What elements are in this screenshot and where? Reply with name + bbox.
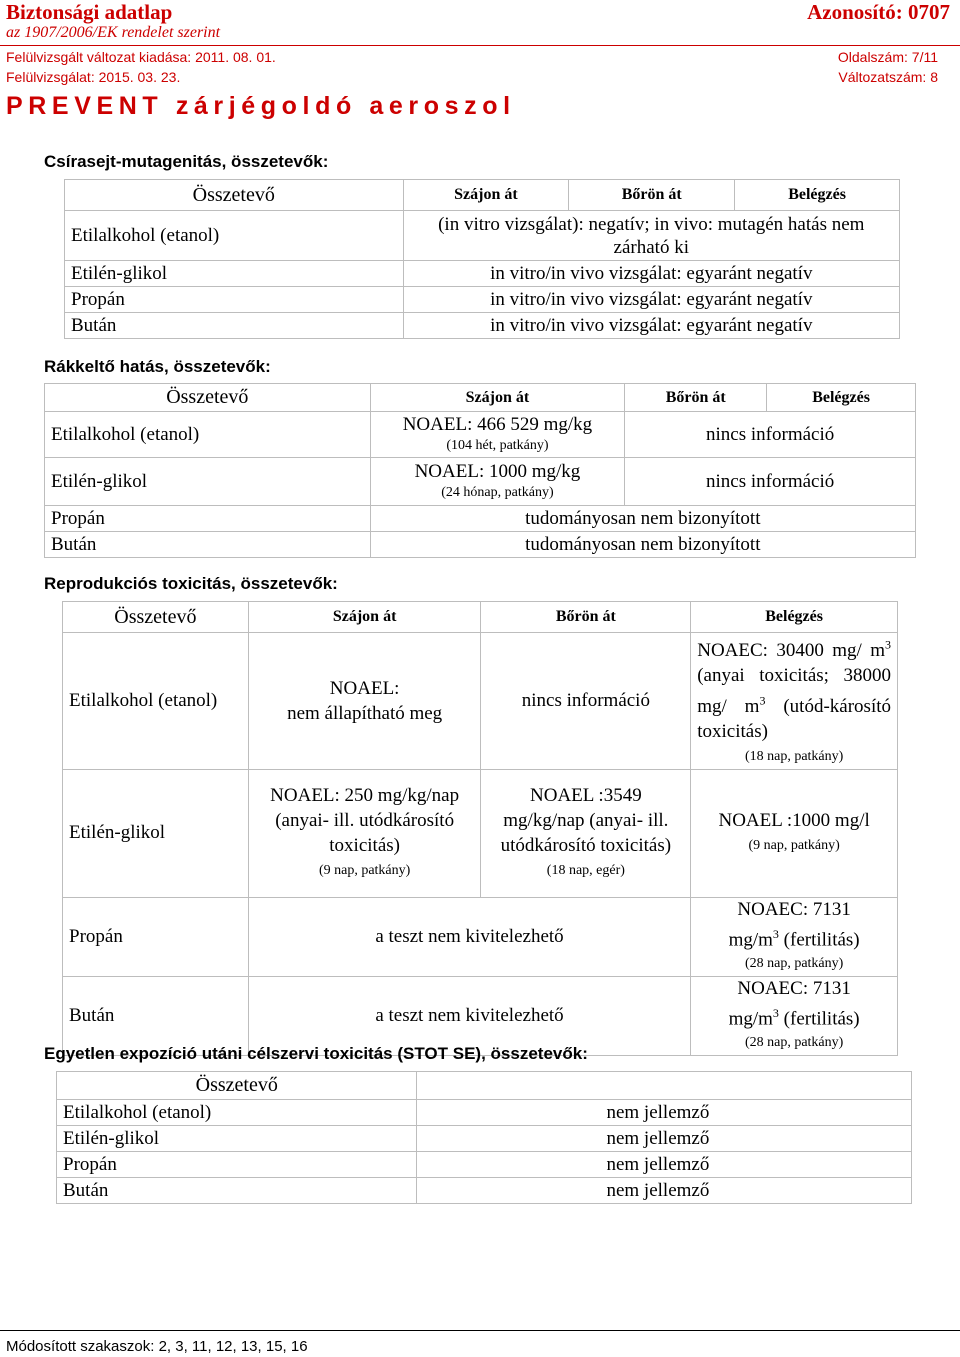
- inhalation-text: (fertilitás): [778, 1008, 860, 1030]
- reproductive-component-name: Etilén-glikol: [63, 769, 249, 897]
- table-row: [45, 412, 916, 458]
- carcinogenic-section-title: Rákkeltő hatás, összetevők:: [44, 357, 271, 376]
- inhalation-text: (fertilitás): [778, 928, 860, 950]
- germ-cell-component-name: Bután: [65, 313, 404, 339]
- document-title: Biztonsági adatlap: [6, 0, 173, 24]
- reproductive-oral-note: (9 nap, patkány): [318, 863, 411, 879]
- version-number: Változatszám: 8: [838, 69, 938, 85]
- reproductive-inhalation-note: (18 nap, patkány): [744, 748, 844, 764]
- table-row: [65, 261, 900, 287]
- reproductive-oral-value: NOAEL: 250 mg/kg/nap (anyai- ill. utódkárosító toxicitás): [270, 785, 460, 857]
- germ-cell-component-name: Etilén-glikol: [65, 261, 404, 287]
- superscript: 3: [772, 926, 779, 941]
- stot-table: [56, 1071, 912, 1204]
- document-identifier: Azonosító: 0707: [807, 0, 950, 24]
- germ-cell-value: (in vitro vizsgálat): negatív; in vivo: mutagén hatás nem zárható ki: [403, 211, 899, 261]
- stot-head-component: Összetevő: [57, 1072, 417, 1100]
- table-row: [57, 1100, 912, 1126]
- germ-cell-head-oral: Szájon át: [403, 180, 569, 211]
- table-row: [45, 458, 916, 506]
- carcinogenic-head-dermal: Bőrön át: [625, 384, 767, 412]
- reproductive-inhalation-note: (28 nap, patkány): [744, 1035, 844, 1051]
- inhalation-text: mg/m: [728, 928, 773, 950]
- reproductive-head-oral: Szájon át: [248, 602, 481, 633]
- reproductive-head-component: Összetevő: [63, 602, 249, 633]
- carcinogenic-oral-value: NOAEL: 466 529 mg/kg: [402, 413, 593, 435]
- reproductive-component-name: Etilalkohol (etanol): [63, 633, 249, 770]
- superscript: 3: [772, 1005, 779, 1020]
- stot-component-name: Etilalkohol (etanol): [57, 1100, 417, 1126]
- reproductive-oral-value: nem állapítható meg: [287, 702, 443, 724]
- revision-date: Felülvizsgálat: 2015. 03. 23.: [6, 69, 181, 85]
- table-row: [45, 532, 916, 558]
- carcinogenic-component-name: Etilalkohol (etanol): [45, 412, 371, 458]
- reproductive-inhalation-note: (9 nap, patkány): [748, 838, 840, 854]
- table-row: [63, 769, 898, 897]
- germ-cell-head-dermal: Bőrön át: [569, 180, 735, 211]
- carcinogenic-head-oral: Szájon át: [370, 384, 625, 412]
- table-row: [63, 897, 898, 976]
- revised-version-issue: Felülvizsgált változat kiadása: 2011. 08. 01.: [6, 49, 276, 65]
- table-row: [57, 1126, 912, 1152]
- carcinogenic-value: tudományosan nem bizonyított: [370, 532, 915, 558]
- germ-cell-component-name: Propán: [65, 287, 404, 313]
- reproductive-section-title: Reprodukciós toxicitás, összetevők:: [44, 574, 338, 593]
- reproductive-oral-dermal-value: a teszt nem kivitelezhető: [248, 897, 690, 976]
- reproductive-inhalation-cell: [691, 769, 898, 897]
- table-row: [63, 633, 898, 770]
- carcinogenic-oral-cell: [370, 458, 625, 506]
- stot-section-title: Egyetlen expozíció utáni célszervi toxicitás (STOT SE), összetevők:: [44, 1044, 588, 1063]
- stot-head-empty: [417, 1072, 912, 1100]
- carcinogenic-value: tudományosan nem bizonyított: [370, 506, 915, 532]
- reproductive-inhalation-value: [697, 1001, 891, 1031]
- inhalation-text: NOAEC: 30400 mg/ m: [697, 640, 885, 662]
- germ-cell-table: [64, 179, 900, 339]
- reproductive-dermal-value: nincs információ: [481, 633, 691, 770]
- reproductive-inhalation-cell: [691, 633, 898, 770]
- reproductive-dermal-cell: [481, 769, 691, 897]
- reproductive-oral-dermal-value: a teszt nem kivitelezhető: [248, 976, 690, 1055]
- reproductive-head-dermal: Bőrön át: [481, 602, 691, 633]
- germ-cell-component-name: Etilalkohol (etanol): [65, 211, 404, 261]
- germ-cell-head-component: Összetevő: [65, 180, 404, 211]
- table-row: [57, 1178, 912, 1204]
- table-row: [65, 211, 900, 261]
- carcinogenic-head-component: Összetevő: [45, 384, 371, 412]
- stot-value: nem jellemző: [417, 1100, 912, 1126]
- inhalation-text: mg/m: [728, 1008, 773, 1030]
- stot-value: nem jellemző: [417, 1152, 912, 1178]
- carcinogenic-component-name: Bután: [45, 532, 371, 558]
- carcinogenic-head-inhalation: Belégzés: [767, 384, 916, 412]
- germ-cell-value: in vitro/in vivo vizsgálat: egyaránt negatív: [403, 287, 899, 313]
- inhalation-text: (anyai toxicitás; 38000 mg/ m: [697, 665, 891, 717]
- modified-sections: Módosított szakaszok: 2, 3, 11, 12, 13, 15, 16: [6, 1338, 308, 1355]
- reproductive-inhalation-value: NOAEL :1000 mg/l: [718, 810, 870, 832]
- germ-cell-head-inhalation: Belégzés: [735, 180, 900, 211]
- germ-cell-value: in vitro/in vivo vizsgálat: egyaránt negatív: [403, 313, 899, 339]
- reproductive-oral-cell: [248, 769, 481, 897]
- reproductive-oral-cell: [248, 633, 481, 770]
- stot-component-name: Propán: [57, 1152, 417, 1178]
- carcinogenic-oral-note: (24 hónap, patkány): [441, 484, 554, 500]
- reproductive-dermal-note: (18 nap, egér): [546, 863, 625, 879]
- germ-cell-value: in vitro/in vivo vizsgálat: egyaránt negatív: [403, 261, 899, 287]
- carcinogenic-component-name: Etilén-glikol: [45, 458, 371, 506]
- inhalation-text: (utód-károsító toxicitás): [697, 695, 891, 742]
- reproductive-inhalation-note: (28 nap, patkány): [744, 955, 844, 971]
- page-number: Oldalszám: 7/11: [837, 49, 938, 65]
- reproductive-dermal-value: NOAEL :3549 mg/kg/nap (anyai- ill. utódkárosító toxicitás): [500, 785, 672, 857]
- table-row: [65, 313, 900, 339]
- reproductive-inhalation-value: [697, 640, 891, 741]
- reproductive-component-name: Bután: [63, 976, 249, 1055]
- carcinogenic-oral-note: (104 hét, patkány): [446, 437, 549, 453]
- superscript: 3: [885, 638, 891, 652]
- reproductive-inhalation-value: [697, 922, 891, 952]
- table-row: [45, 506, 916, 532]
- reproductive-head-inhalation: Belégzés: [691, 602, 898, 633]
- table-row: [65, 287, 900, 313]
- reproductive-oral-value: NOAEL:: [329, 677, 400, 699]
- carcinogenic-oral-value: NOAEL: 1000 mg/kg: [414, 460, 581, 482]
- stot-component-name: Etilén-glikol: [57, 1126, 417, 1152]
- stot-value: nem jellemző: [417, 1126, 912, 1152]
- superscript: 3: [759, 693, 766, 708]
- reproductive-component-name: Propán: [63, 897, 249, 976]
- reproductive-inhalation-cell: [691, 976, 898, 1055]
- reproductive-inhalation-value: NOAEC: 7131: [737, 898, 851, 920]
- reproductive-inhalation-value: NOAEC: 7131: [737, 977, 851, 999]
- carcinogenic-table: [44, 383, 916, 558]
- regulation-reference: az 1907/2006/EK rendelet szerint: [6, 24, 221, 41]
- stot-value: nem jellemző: [417, 1178, 912, 1204]
- footer-divider: [0, 1330, 960, 1331]
- germ-cell-section-title: Csírasejt-mutagenitás, összetevők:: [44, 152, 329, 171]
- stot-component-name: Bután: [57, 1178, 417, 1204]
- carcinogenic-no-info: nincs információ: [625, 458, 916, 506]
- carcinogenic-oral-cell: [370, 412, 625, 458]
- header-divider: [0, 45, 960, 46]
- table-row: [57, 1152, 912, 1178]
- product-name: PREVENT zárjégoldó aeroszol: [6, 92, 516, 120]
- reproductive-table: [62, 601, 898, 1056]
- carcinogenic-no-info: nincs információ: [625, 412, 916, 458]
- reproductive-inhalation-cell: [691, 897, 898, 976]
- carcinogenic-component-name: Propán: [45, 506, 371, 532]
